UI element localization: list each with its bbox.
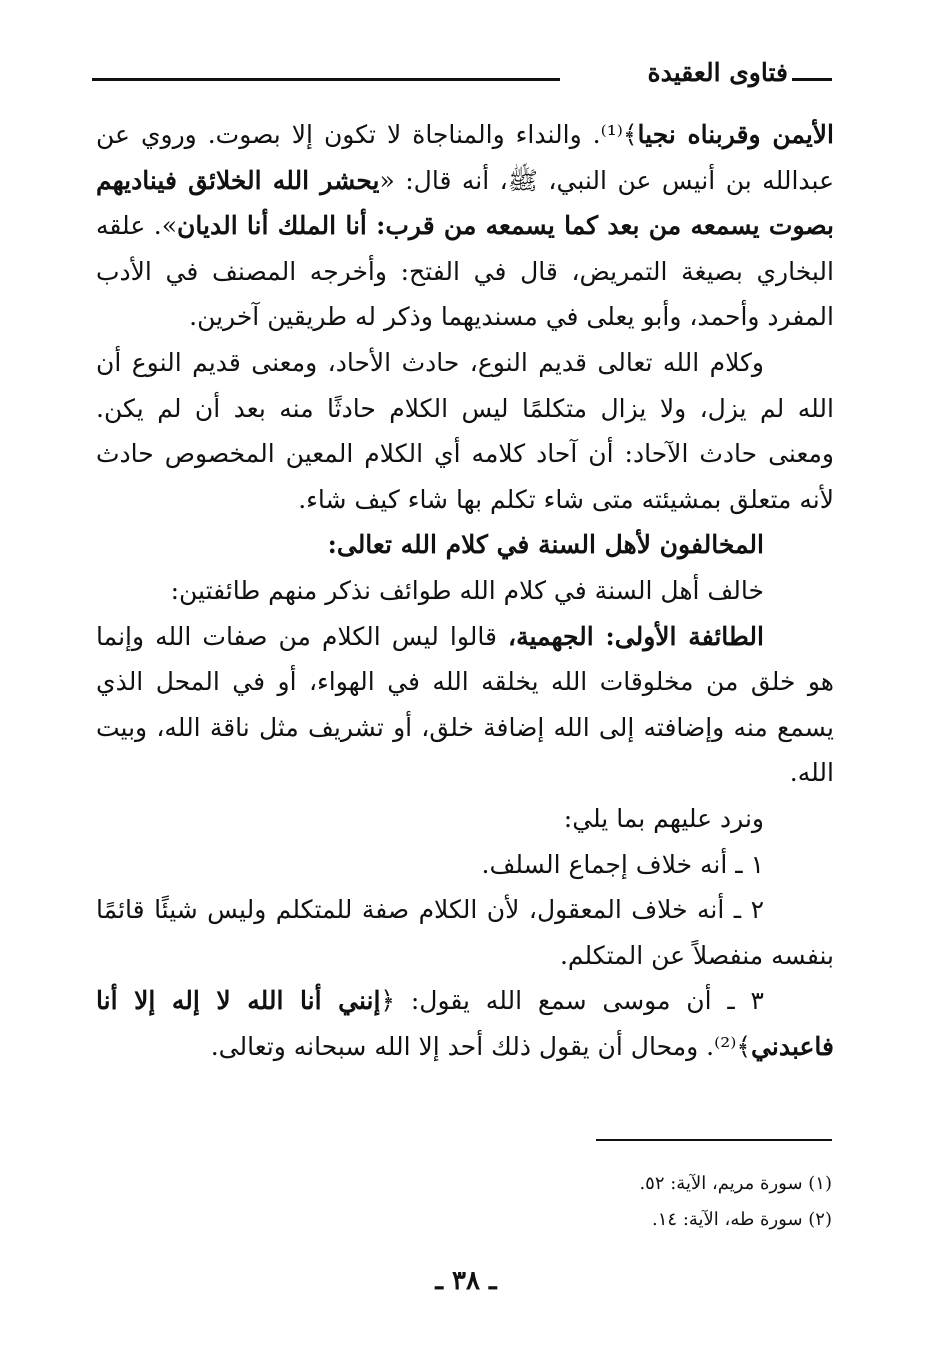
running-header [92, 56, 832, 100]
list-item-1: ١ ـ أنه خلاف إجماع السلف. [481, 849, 764, 879]
paragraph-4 [96, 614, 834, 796]
hadith-text: يحشر الله الخلائق فيناديهم بصوت يسمعه من بعد كما يسمعه من قرب: أنا الملك أنا الديان [96, 165, 835, 241]
paragraph-5: ونرد عليهم بما يلي: [563, 803, 764, 833]
list-item-2: ٢ ـ أنه خلاف المعقول، لأن الكلام صفة للمتكلم وليس شيئًا قائمًا بنفسه منفصلاً عن المتكلم. [96, 895, 834, 970]
main-text [96, 112, 834, 1069]
header-title: فتاوى العقيدة [647, 58, 788, 87]
paragraph-4-text: قالوا ليس الكلام من صفات الله وإنما هو خلق من مخلوقات الله يخلقه الله في الهواء، أو في المحل الذي يسمع منه وإضافته إلى الله إضافة خلق، أو تشريف مثل ناقة الله، وبيت الله. [96, 621, 834, 788]
list-item-3 [96, 978, 834, 1069]
section-heading: المخالفون لأهل السنة في كلام الله تعالى: [327, 530, 764, 560]
page-number: ـ ٣٨ ـ [435, 1266, 497, 1296]
hadith-close: » [161, 211, 178, 241]
quran-quote-end: الأيمن وقربناه نجيا [637, 120, 834, 149]
paragraph-1-rest: . علقه البخاري بصيغة التمريض، قال في الفتح: وأخرجه المصنف في الأدب المفرد وأحمد، وأبو يعلى في مسنديهما وذكر له طريقين آخرين. [96, 211, 834, 332]
paragraph-2: وكلام الله تعالى قديم النوع، حادث الأحاد، ومعنى قديم النوع أن الله لم يزل، ولا يزال متكلمًا ليس الكلام حادثًا منه بعد أن لم يكن. ومعنى حادث الآحاد: أن آحاد كلامه أي الكلام المعين المخصوص حادث لأنه متعلق بمشيئته متى شاء تكلم بها شاء كيف شاء. [96, 347, 834, 514]
header-rule-short [792, 78, 832, 81]
paragraph-1 [96, 112, 834, 340]
list-item-3-start: ٣ ـ أن موسى سمع الله يقول: ﴿ [380, 986, 764, 1016]
quran-quote: إنني أنا الله لا إله إلا أنا فاعبدني [96, 986, 834, 1061]
footnote-2: (٢) سورة طه، الآية: ١٤. [652, 1209, 832, 1230]
quote-ref-1: ﴾⁽¹⁾ [600, 120, 638, 149]
quote-ref-2: ﴾⁽²⁾ [714, 1031, 752, 1061]
header-rule-long [92, 78, 560, 81]
first-group-title: الطائفة الأولى: الجهمية، [508, 621, 764, 651]
paragraph-3: خالف أهل السنة في كلام الله طوائف نذكر منهم طائفتين: [170, 575, 764, 605]
footnotes [430, 1166, 832, 1238]
paragraph-1-text: . والنداء والمناجاة لا تكون إلا بصوت. وروي عن عبدالله بن أنيس عن النبي، ﷺ، أنه قال: « [96, 120, 834, 195]
footnote-separator [596, 1139, 832, 1141]
list-item-3-rest: . ومحال أن يقول ذلك أحد إلا الله سبحانه وتعالى. [210, 1031, 715, 1061]
footnote-1: (١) سورة مريم، الآية: ٥٢. [639, 1173, 832, 1194]
